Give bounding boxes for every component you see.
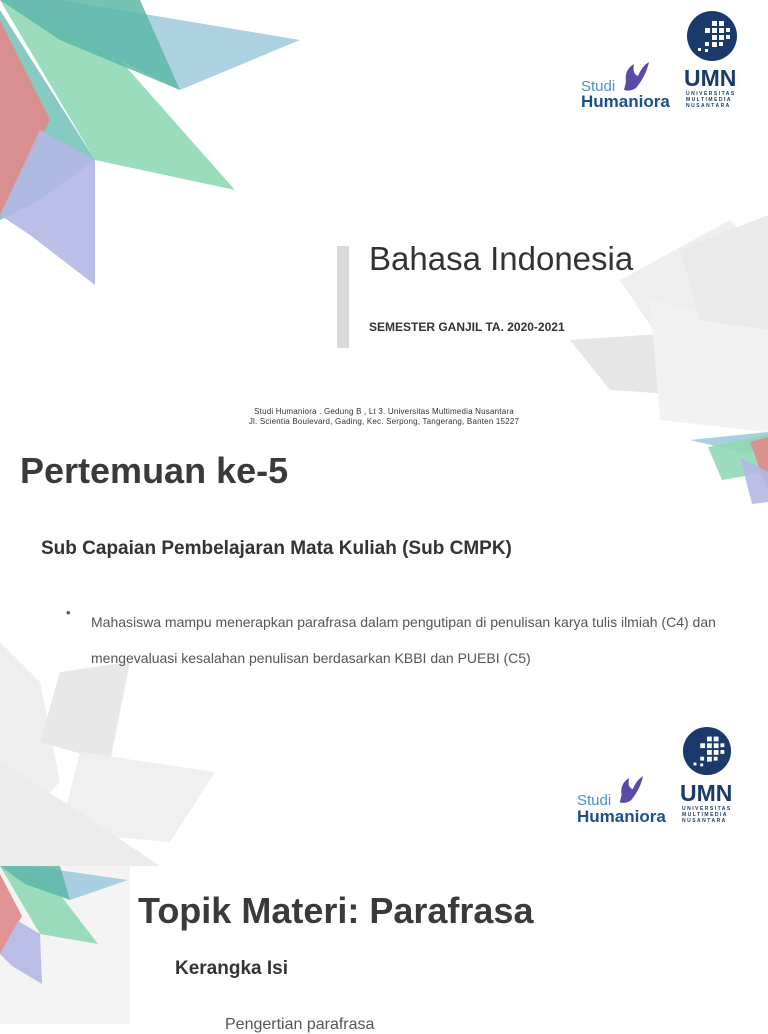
title-accent-bar [337, 246, 349, 348]
umn-sub-line: UNIVERSITAS [686, 91, 736, 97]
topic-title: Topik Materi: Parafrasa [138, 890, 534, 931]
geometric-decoration [0, 0, 768, 432]
umn-sub-line: NUSANTARA [686, 103, 731, 109]
logo-humaniora-text: Humaniora [581, 92, 670, 111]
umn-text: UMN [680, 780, 733, 806]
bird-icon [616, 774, 644, 810]
umn-sub-line: MULTIMEDIA [682, 812, 729, 818]
outline-item-partial: Pengertian parafrasa [225, 1016, 375, 1033]
umn-text: UMN [684, 65, 737, 91]
sub-cpmk-heading: Sub Capaian Pembelajaran Mata Kuliah (Sub CMPK) [41, 538, 512, 559]
meeting-title: Pertemuan ke-5 [20, 450, 289, 491]
umn-sub-line: MULTIMEDIA [686, 97, 733, 103]
logo-studi-text: Studi [581, 78, 616, 95]
title-slide [0, 0, 768, 432]
umn-sub-line: UNIVERSITAS [682, 806, 732, 812]
bullet-icon: • [66, 605, 71, 620]
semester-label: SEMESTER GANJIL TA. 2020-2021 [369, 320, 565, 334]
learning-outcome-text: Mahasiswa mampu menerapkan parafrasa dalam pengutipan di penulisan karya tulis ilmiah (C4) dan mengevaluasi kesalahan penulisan berdasarkan KBBI dan PUEBI (C5) [91, 614, 716, 666]
geometric-decoration [0, 866, 140, 1024]
umn-globe-icon [682, 726, 732, 776]
umn-sub-line: NUSANTARA [682, 818, 727, 824]
address-line-2: Jl. Scientia Boulevard, Gading, Kec. Serpong, Tangerang, Banten 15227 [248, 417, 520, 426]
course-title: Bahasa Indonesia [369, 240, 634, 277]
address-line-1: Studi Humaniora . Gedung B , Lt 3. Universitas Multimedia Nusantara [254, 407, 514, 416]
umn-globe-icon [686, 10, 738, 62]
logo-humaniora-text: Humaniora [577, 807, 666, 826]
outline-heading: Kerangka Isi [175, 958, 288, 979]
logo-studi-text: Studi [577, 792, 612, 809]
